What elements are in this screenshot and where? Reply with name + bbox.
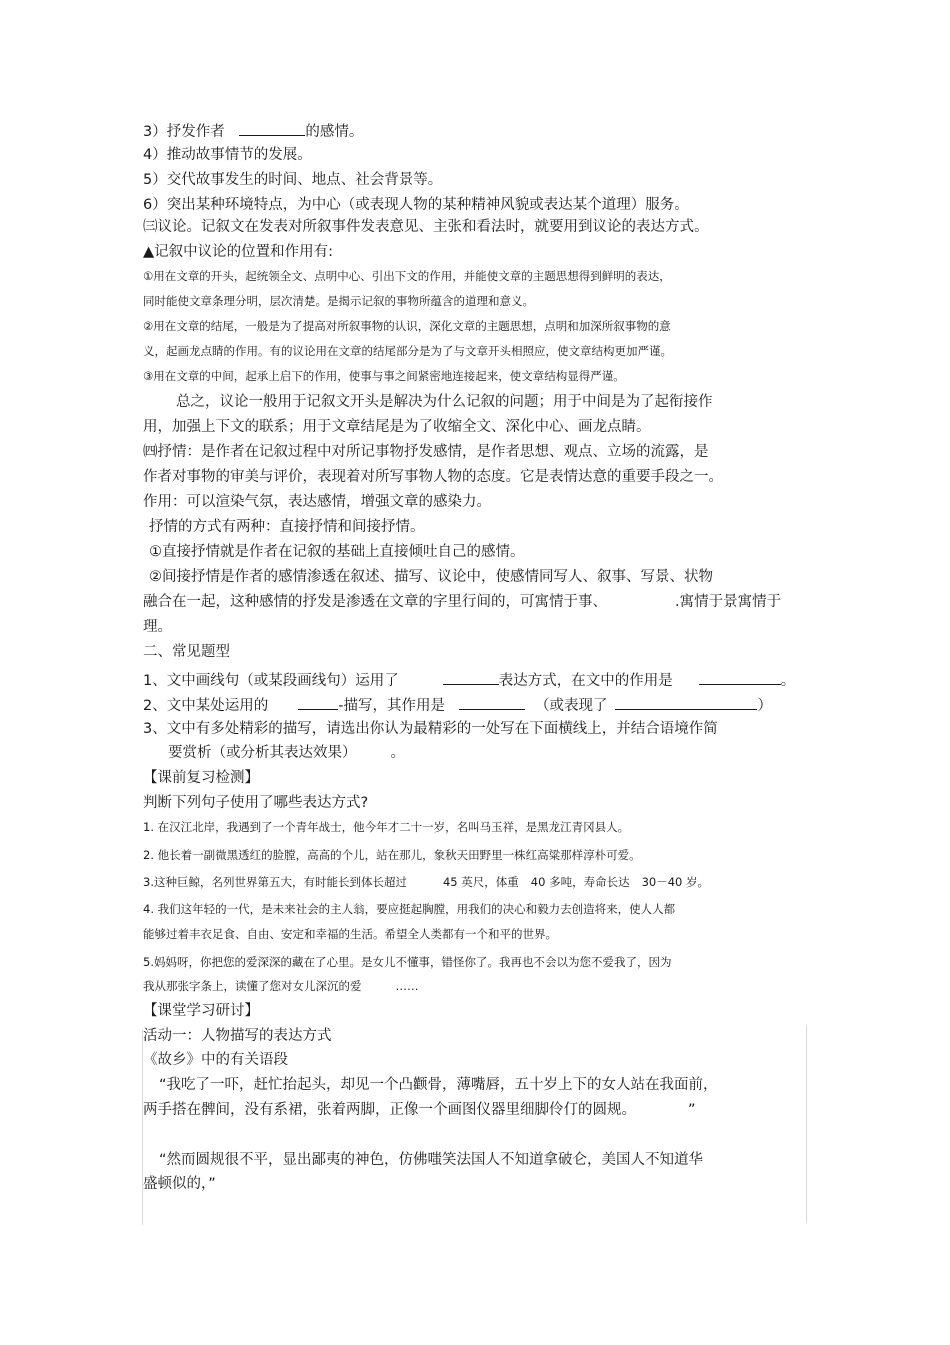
yantao-source: 《故乡》中的有关语段 <box>143 1052 288 1068</box>
shuqing-line-6: ②间接抒情是作者的感情渗透在叙述、描写、议论中，使感情同写人、叙事、写景、状物 <box>149 569 713 585</box>
shuqing-line-7 <box>143 595 781 610</box>
yantao-quote-1b-end: ” <box>688 1102 696 1118</box>
tixing-q2-mid: -描写，其作用是 <box>338 698 445 714</box>
yantao-quote-1a: “我吃了一吓，赶忙抬起头，却见一个凸颧骨，薄嘴唇，五十岁上下的女人站在我面前， <box>159 1077 718 1093</box>
jiance-sentence-1: 1. 在汉江北岸，我遇到了一个青年战士，他今年才二十一岁，名叫马玉祥，是黑龙江青冈县人。 <box>143 820 630 834</box>
answer-blank <box>615 697 757 710</box>
yantao-quote-1b <box>143 1103 696 1118</box>
tixing-question-3b <box>168 746 405 761</box>
jiance-sentence-4b: 能够过着丰衣足食、自由、安定和幸福的生活。希望全人类都有一个和平的世界。 <box>143 927 557 941</box>
yantao-heading: 【课堂学习研讨】 <box>143 1003 259 1019</box>
tixing-q1-end: 。 <box>780 673 796 689</box>
jiance-s3-part-c: 40 多吨，寿命长达 <box>530 875 630 889</box>
shuqing-line-8: 理。 <box>143 619 172 635</box>
answer-blank <box>443 672 499 685</box>
yilun-point-2b: 义，起画龙点睛的作用。有的议论用在文章的结尾部分是为了与文章开头相照应，使文章结构更加严谨。 <box>143 344 672 358</box>
jiance-intro: 判断下列句子使用了哪些表达方式? <box>143 795 369 811</box>
jiance-heading: 【课前复习检测】 <box>143 770 259 786</box>
yilun-summary-a: 总之，议论一般用于记叙文开头是解决为什么记叙的问题；用于中间是为了起衔接作 <box>176 394 713 410</box>
jiance-sentence-5a: 5.妈妈呀，你把您的爱深深的藏在了心里。是女儿不懂事，错怪你了。我再也不会以为您不爱我了，因为 <box>143 955 672 969</box>
answer-blank <box>298 697 338 710</box>
jiance-s5-text: 我从那张字条上，读懂了您对女儿深沉的爱 <box>143 979 362 993</box>
yilun-summary-b: 用，加强上下文的联系；用于文章结尾是为了收缩全文、深化中心、画龙点睛。 <box>143 419 651 435</box>
shuqing-line-7b: .寓情于景寓情于 <box>675 594 782 610</box>
shuqing-line-3: 作用：可以渲染气氛，表达感情，增强文章的感染力。 <box>143 494 491 510</box>
shuqing-line-5: ①直接抒情就是作者在记叙的基础上直接倾吐自己的感情。 <box>149 544 525 560</box>
jiance-s3-part-d: 30－40 岁。 <box>641 875 709 889</box>
yilun-heading: ㈢议论。记叙文在发表对所叙事件发表意见、主张和看法时，就要用到议论的表达方式。 <box>143 219 709 235</box>
tixing-q3-end: 。 <box>390 745 405 761</box>
tixing-question-2 <box>143 697 772 714</box>
tixing-heading: 二、常见题型 <box>143 644 230 660</box>
yilun-point-1b: 同时能使文章条理分明，层次清楚。是揭示记叙的事物所蕴含的道理和意义。 <box>143 294 534 308</box>
tixing-q2-paren: （或表现了 <box>534 698 608 714</box>
list-item-6: 6）突出某种环境特点，为中心（或表现人物的某种精神风貌或表达某个道理）服务。 <box>143 197 689 213</box>
yilun-subheading: ▲记叙中议论的位置和作用有: <box>143 244 334 260</box>
list-item-3 <box>143 123 363 140</box>
shuqing-line-7a: 融合在一起，这种感情的抒发是渗透在文章的字里行间的，可寓情于事、 <box>143 594 607 610</box>
frame-border-right <box>806 1025 807 1223</box>
answer-blank <box>459 697 525 710</box>
tixing-question-3a: 3、文中有多处精彩的描写，请选出你认为最精彩的一处写在下面横线上，并结合语境作简 <box>143 721 718 737</box>
tixing-q2-end: ） <box>757 698 772 714</box>
tixing-q1-mid: 表达方式，在文中的作用是 <box>498 673 673 689</box>
jiance-sentence-3 <box>143 877 709 889</box>
jiance-sentence-5b <box>143 981 419 993</box>
jiance-s3-part-b: 45 英尺，体重 <box>442 875 519 889</box>
yilun-point-2a: ②用在文章的结尾，一般是为了提高对所叙事物的认识，深化文章的主题思想，点明和加深所叙事物的意 <box>143 319 671 333</box>
tixing-q3-text: 要赏析（或分析其表达效果） <box>168 745 357 761</box>
list-item-5: 5）交代故事发生的时间、地点、社会背景等。 <box>143 172 443 188</box>
jiance-s3-part-a: 3.这种巨鲸，名列世界第五大，有时能长到体长超过 <box>143 875 407 889</box>
list-item-3-suffix: 的感情。 <box>305 124 364 140</box>
shuqing-line-4: 抒情的方式有两种：直接抒情和间接抒情。 <box>149 519 425 535</box>
tixing-q2-text: 2、文中某处运用的 <box>143 698 269 714</box>
yantao-quote-2a: “然而圆规很不平，显出鄙夷的神色，仿佛嗤笑法国人不知道拿破仑，美国人不知道华 <box>159 1152 704 1168</box>
yantao-quote-1b-text: 两手搭在髀间，没有系裙，张着两脚，正像一个画图仪器里细脚伶仃的圆规。 <box>143 1102 636 1118</box>
answer-blank <box>239 123 305 136</box>
yilun-point-3: ③用在文章的中间，起承上启下的作用，使事与事之间紧密地连接起来，使文章结构显得严谨。 <box>143 369 625 383</box>
yantao-activity: 活动一：人物描写的表达方式 <box>143 1028 332 1044</box>
answer-blank <box>699 672 781 685</box>
tixing-question-1 <box>143 672 795 689</box>
yilun-point-1a: ①用在文章的开头，起统领全文、点明中心、引出下文的作用，并能使文章的主题思想得到鲜明的表达， <box>143 269 671 283</box>
shuqing-line-2: 作者对事物的审美与评价，表现着对所写事物人物的态度。它是表情达意的重要手段之一。 <box>143 469 723 485</box>
list-item-4: 4）推动故事情节的发展。 <box>143 147 312 163</box>
jiance-sentence-2: 2. 他长着一副微黑透红的脸膛，高高的个儿，站在那儿，象秋天田野里一株红高粱那样淳朴可爱。 <box>143 848 641 862</box>
yantao-quote-2b: 盛顿似的，” <box>143 1176 216 1192</box>
jiance-sentence-4a: 4. 我们这年轻的一代，是未来社会的主人翁，要应挺起胸膛，用我们的决心和毅力去创造将来，使人人都 <box>143 902 676 916</box>
jiance-s5-ellipsis: …… <box>395 979 419 993</box>
shuqing-line-1: ㈣抒情：是作者在记叙过程中对所记事物抒发感情，是作者思想、观点、立场的流露，是 <box>143 444 709 460</box>
tixing-q1-text: 1、文中画线句（或某段画线句）运用了 <box>143 673 399 689</box>
list-item-3-text: 3）抒发作者 <box>143 124 225 140</box>
